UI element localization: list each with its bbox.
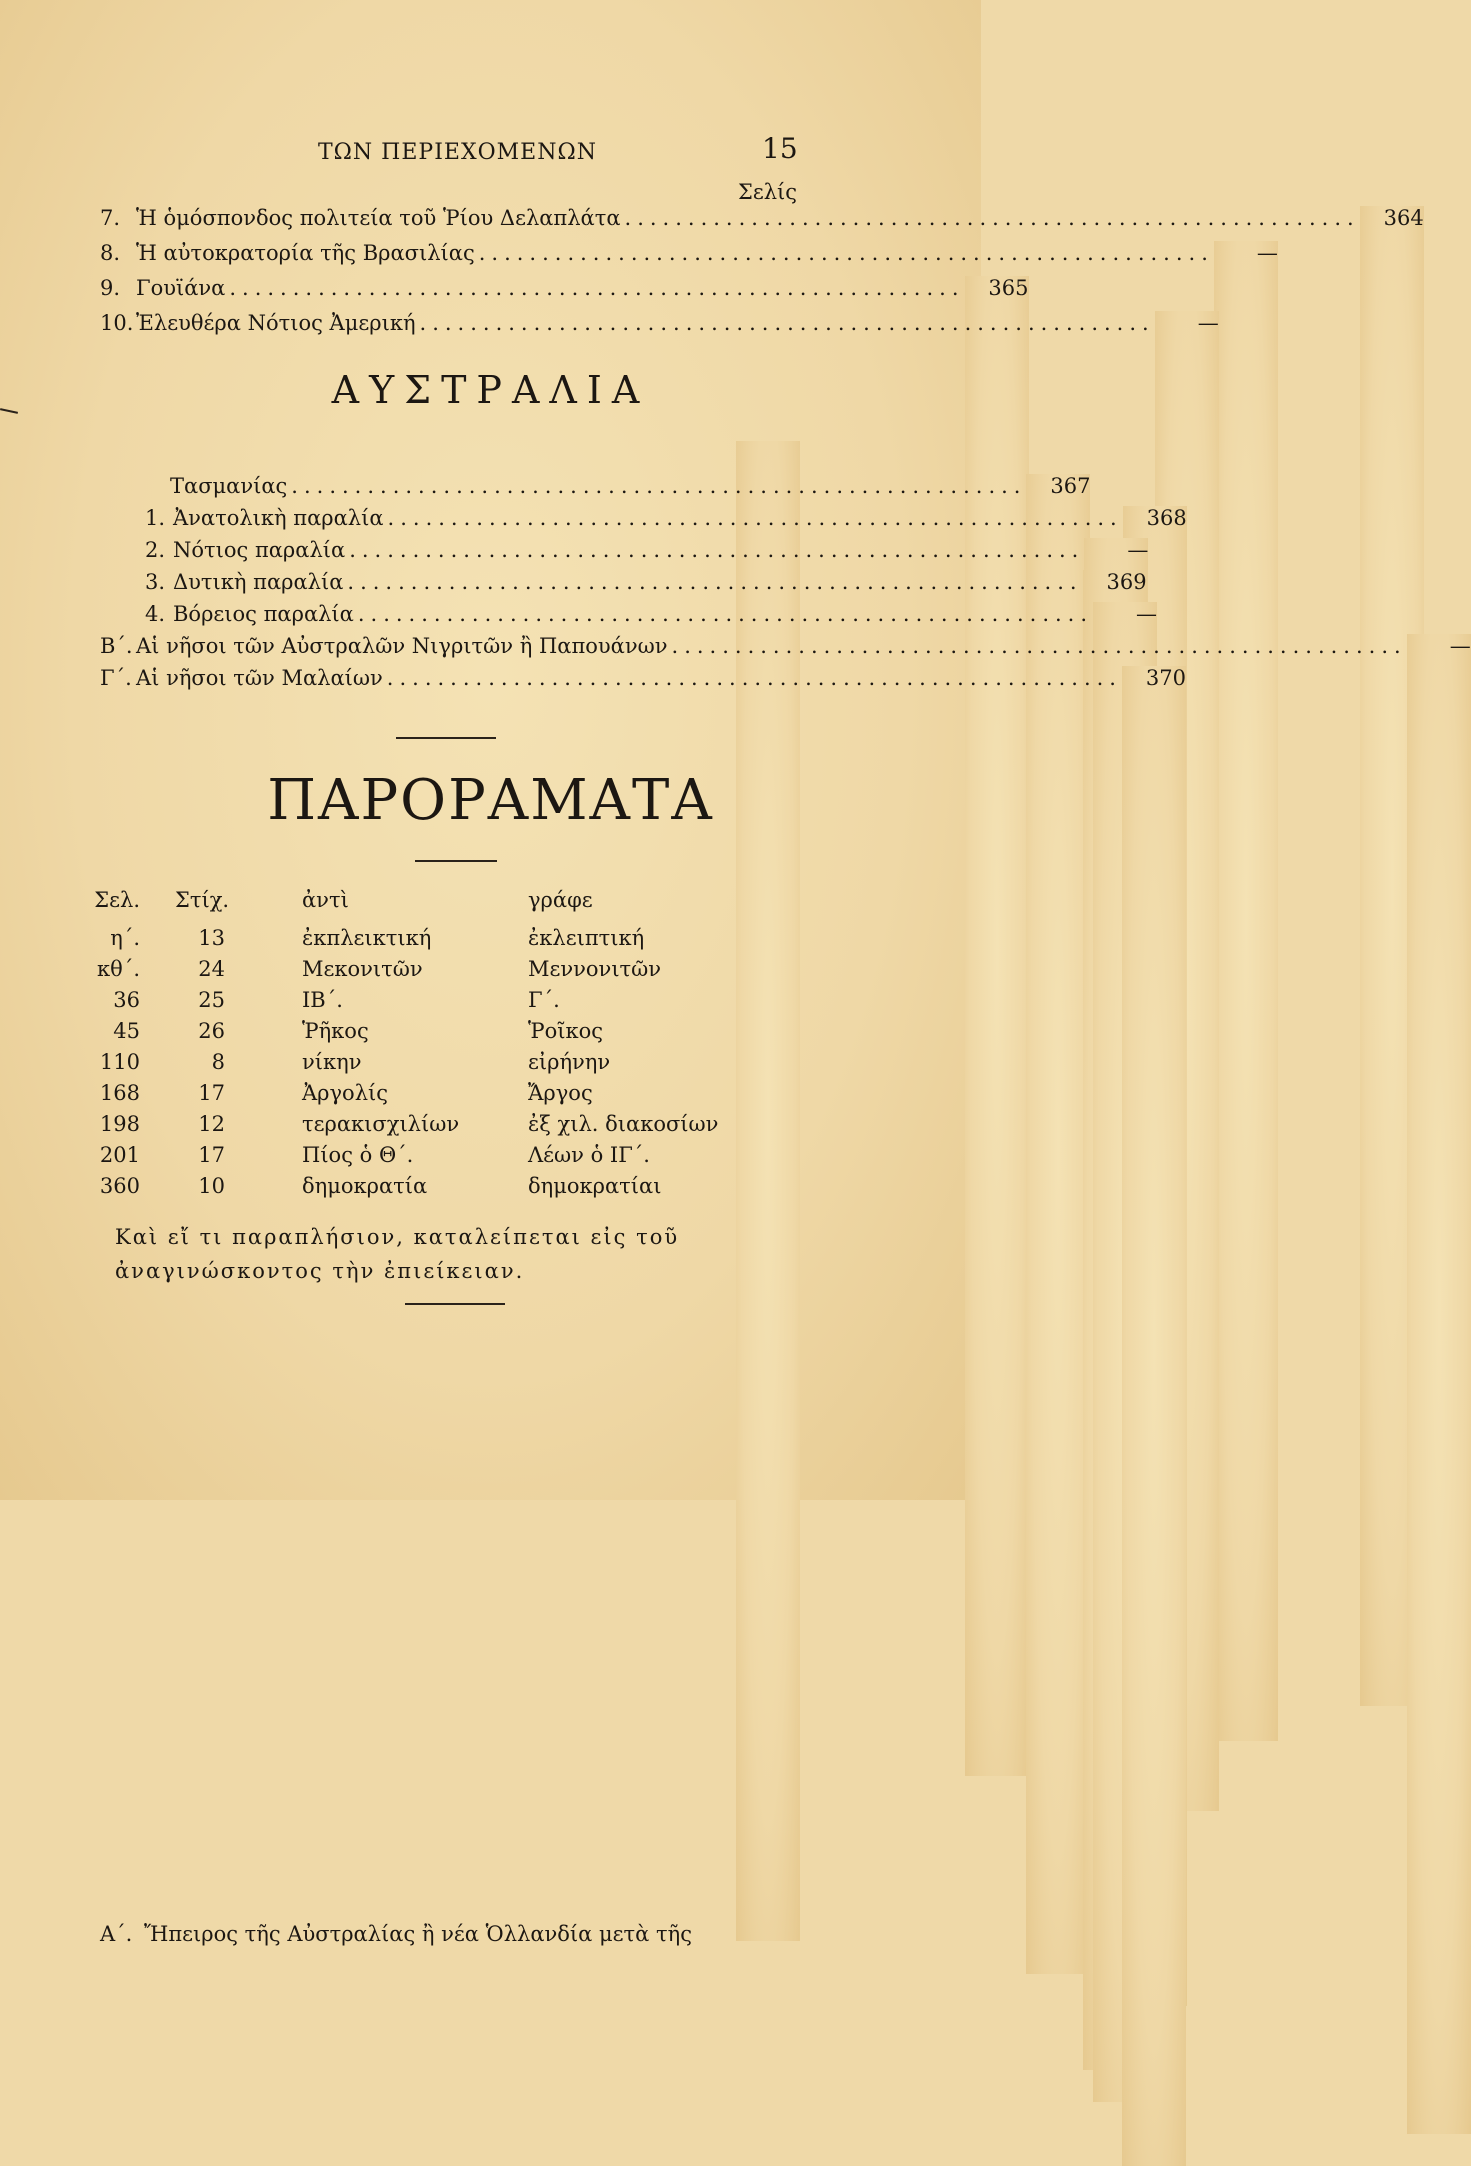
- errata-page: 360: [99, 1174, 140, 1198]
- toc-entry-number: 4.: [145, 602, 166, 626]
- errata-row: [90, 1050, 810, 1080]
- toc-entry-number: 9.: [100, 276, 121, 300]
- toc-entry-number: 10.: [100, 311, 134, 335]
- dot-leader: ..........................................................: [478, 241, 1214, 265]
- errata-page: κθ΄.: [97, 957, 140, 981]
- toc-entry: [100, 206, 1424, 236]
- dot-leader: ..........................................................: [229, 276, 965, 300]
- errata-line: 17: [198, 1143, 225, 1167]
- errata-write: δημοκρατίαι: [528, 1174, 662, 1198]
- toc-entry-page: 370: [1122, 666, 1186, 2166]
- section-title-australia: ΑΥΣΤΡΑΛΙΑ: [331, 368, 650, 412]
- toc-entry-text: Ἡ αὐτοκρατορία τῆς Βρασιλίας: [136, 241, 475, 265]
- toc-entry-page: —: [1407, 634, 1471, 2134]
- errata-header-line: Στίχ.: [175, 888, 230, 912]
- toc-entry-number: 8.: [100, 241, 121, 265]
- toc-entry-page: —: [1214, 241, 1278, 1741]
- dot-leader: ..........................................................: [624, 206, 1360, 230]
- divider-rule: [415, 860, 497, 862]
- toc-entry: [145, 506, 1187, 536]
- errata-page: 110: [99, 1050, 140, 1074]
- errata-line: 24: [198, 957, 225, 981]
- errata-header-instead: ἀντὶ: [302, 888, 349, 912]
- errata-row: [90, 926, 810, 956]
- errata-write: Λέων ὁ ΙΓ΄.: [528, 1143, 650, 1167]
- errata-row: [90, 1174, 810, 1204]
- toc-entry-number: 1.: [145, 506, 166, 530]
- toc-entry-text: Βόρειος παραλία: [173, 602, 354, 626]
- errata-instead: Πίος ὁ Θ΄.: [302, 1143, 414, 1167]
- dot-leader: ..........................................................: [671, 634, 1407, 658]
- toc-entry-text: Νότιος παραλία: [173, 538, 346, 562]
- toc-entry: [100, 311, 1219, 341]
- toc-entry-number: Γ΄.: [100, 666, 132, 690]
- errata-row: [90, 1143, 810, 1173]
- errata-row: [90, 1112, 810, 1142]
- errata-row: [90, 1081, 810, 1111]
- page-column-label: Σελίς: [738, 180, 798, 204]
- errata-instead: Ἀργολίς: [302, 1081, 389, 1105]
- toc-entry-number: 2.: [145, 538, 166, 562]
- errata-instead: νίκην: [302, 1050, 362, 1074]
- toc-entry-text: Αἱ νῆσοι τῶν Αὐστραλῶν Νιγριτῶν ἢ Παπουάνων: [136, 634, 668, 658]
- toc-entry-page: 365: [965, 276, 1029, 1776]
- errata-write: Ῥοῖκος: [528, 1019, 603, 1043]
- errata-row: [90, 988, 810, 1018]
- toc-entry-text: Ἤπειρος τῆς Αὐστραλίας ἢ νέα Ὁλλανδία μετὰ τῆς: [144, 1922, 692, 1946]
- errata-line: 10: [198, 1174, 225, 1198]
- toc-entry: [100, 241, 1278, 271]
- errata-write: ἐξ χιλ. διακοσίων: [528, 1112, 719, 1136]
- errata-instead: ἐκπλεικτική: [302, 926, 432, 950]
- toc-entry-page: 368: [1123, 506, 1187, 2006]
- toc-entry: [108, 474, 1091, 504]
- errata-write: Γ΄.: [528, 988, 560, 1012]
- divider-rule: [405, 1303, 505, 1305]
- toc-entry-text: Τασμανίας: [170, 474, 288, 498]
- errata-line: 25: [198, 988, 225, 1012]
- errata-page: 45: [113, 1019, 140, 1043]
- errata-header-page: Σελ.: [94, 888, 140, 912]
- toc-entry: [145, 570, 1147, 600]
- dot-leader: ..........................................................: [419, 311, 1155, 335]
- errata-row: [90, 957, 810, 987]
- errata-page: 198: [99, 1112, 140, 1136]
- toc-entry-text: Ἐλευθέρα Νότιος Ἀμερική: [136, 311, 416, 335]
- toc-entry-text: Ἀνατολικὴ παραλία: [173, 506, 384, 530]
- errata-instead: Μεκονιτῶν: [302, 957, 423, 981]
- running-title: ΤΩΝ ΠΕΡΙΕΧΟΜΕΝΩΝ: [318, 140, 597, 165]
- toc-entry-number: Β΄.: [100, 634, 133, 658]
- toc-entry-text: Δυτικὴ παραλία: [173, 570, 344, 594]
- errata-line: 12: [198, 1112, 225, 1136]
- dot-leader: ..........................................................: [386, 666, 1122, 690]
- divider-rule: [396, 737, 496, 739]
- dot-leader: ..........................................................: [291, 474, 1027, 498]
- errata-instead: τερακισχιλίων: [302, 1112, 460, 1136]
- errata-page: η΄.: [110, 926, 140, 950]
- toc-entry: [145, 602, 1158, 632]
- toc-entry-page: —: [1093, 602, 1157, 2102]
- toc-entry-page: 369: [1083, 570, 1147, 2070]
- errata-line: 17: [198, 1081, 225, 1105]
- errata-header-row: [90, 888, 810, 918]
- toc-entry: [100, 634, 1471, 664]
- errata-line: 26: [198, 1019, 225, 1043]
- toc-entry-number: 3.: [145, 570, 166, 594]
- errata-line: 13: [198, 926, 225, 950]
- page-number: 15: [762, 132, 798, 165]
- errata-row: [90, 1019, 810, 1049]
- toc-entry-text: Ἡ ὁμόσπονδος πολιτεία τοῦ Ῥίου Δελαπλάτα: [136, 206, 621, 230]
- closing-note: Καὶ εἴ τι παραπλήσιον, καταλείπεται εἰς τοῦ ἀναγινώσκοντος τὴν ἐπιείκειαν.: [115, 1225, 680, 1283]
- errata-write: Μεννονιτῶν: [528, 957, 662, 981]
- dot-leader: ..........................................................: [347, 570, 1083, 594]
- dot-leader: ..........................................................: [349, 538, 1085, 562]
- toc-entry: [100, 666, 1186, 696]
- dot-leader: ..........................................................: [357, 602, 1094, 626]
- errata-page: 168: [99, 1081, 140, 1105]
- errata-instead: δημοκρατία: [302, 1174, 428, 1198]
- toc-entry-text: Αἱ νῆσοι τῶν Μαλαίων: [136, 666, 383, 690]
- toc-entry: [145, 538, 1149, 568]
- toc-entry-number: Α΄.: [100, 1922, 133, 1946]
- page-header: [0, 132, 981, 172]
- errata-title: ΠΑΡΟΡΑΜΑΤΑ: [267, 768, 714, 833]
- toc-entry-number: 7.: [100, 206, 121, 230]
- toc-entry-page: 367: [1026, 474, 1090, 1974]
- errata-page: 201: [99, 1143, 140, 1167]
- errata-instead: ΙΒ΄.: [302, 988, 343, 1012]
- dot-leader: ..........................................................: [387, 506, 1123, 530]
- errata-write: ἐκλειπτική: [528, 926, 645, 950]
- toc-entry-text: Γουϊάνα: [136, 276, 226, 300]
- toc-entry: [100, 276, 1029, 306]
- errata-header-write: γράφε: [528, 888, 593, 912]
- toc-entry-page: —: [1084, 538, 1148, 2038]
- toc-entry-page: —: [1155, 311, 1219, 1811]
- errata-page: 36: [113, 988, 140, 1012]
- errata-write: εἰρήνην: [528, 1050, 611, 1074]
- errata-line: 8: [211, 1050, 225, 1074]
- errata-write: Ἄργος: [528, 1081, 593, 1105]
- errata-instead: Ῥῆκος: [302, 1019, 369, 1043]
- toc-entry-page: 364: [1360, 206, 1424, 1706]
